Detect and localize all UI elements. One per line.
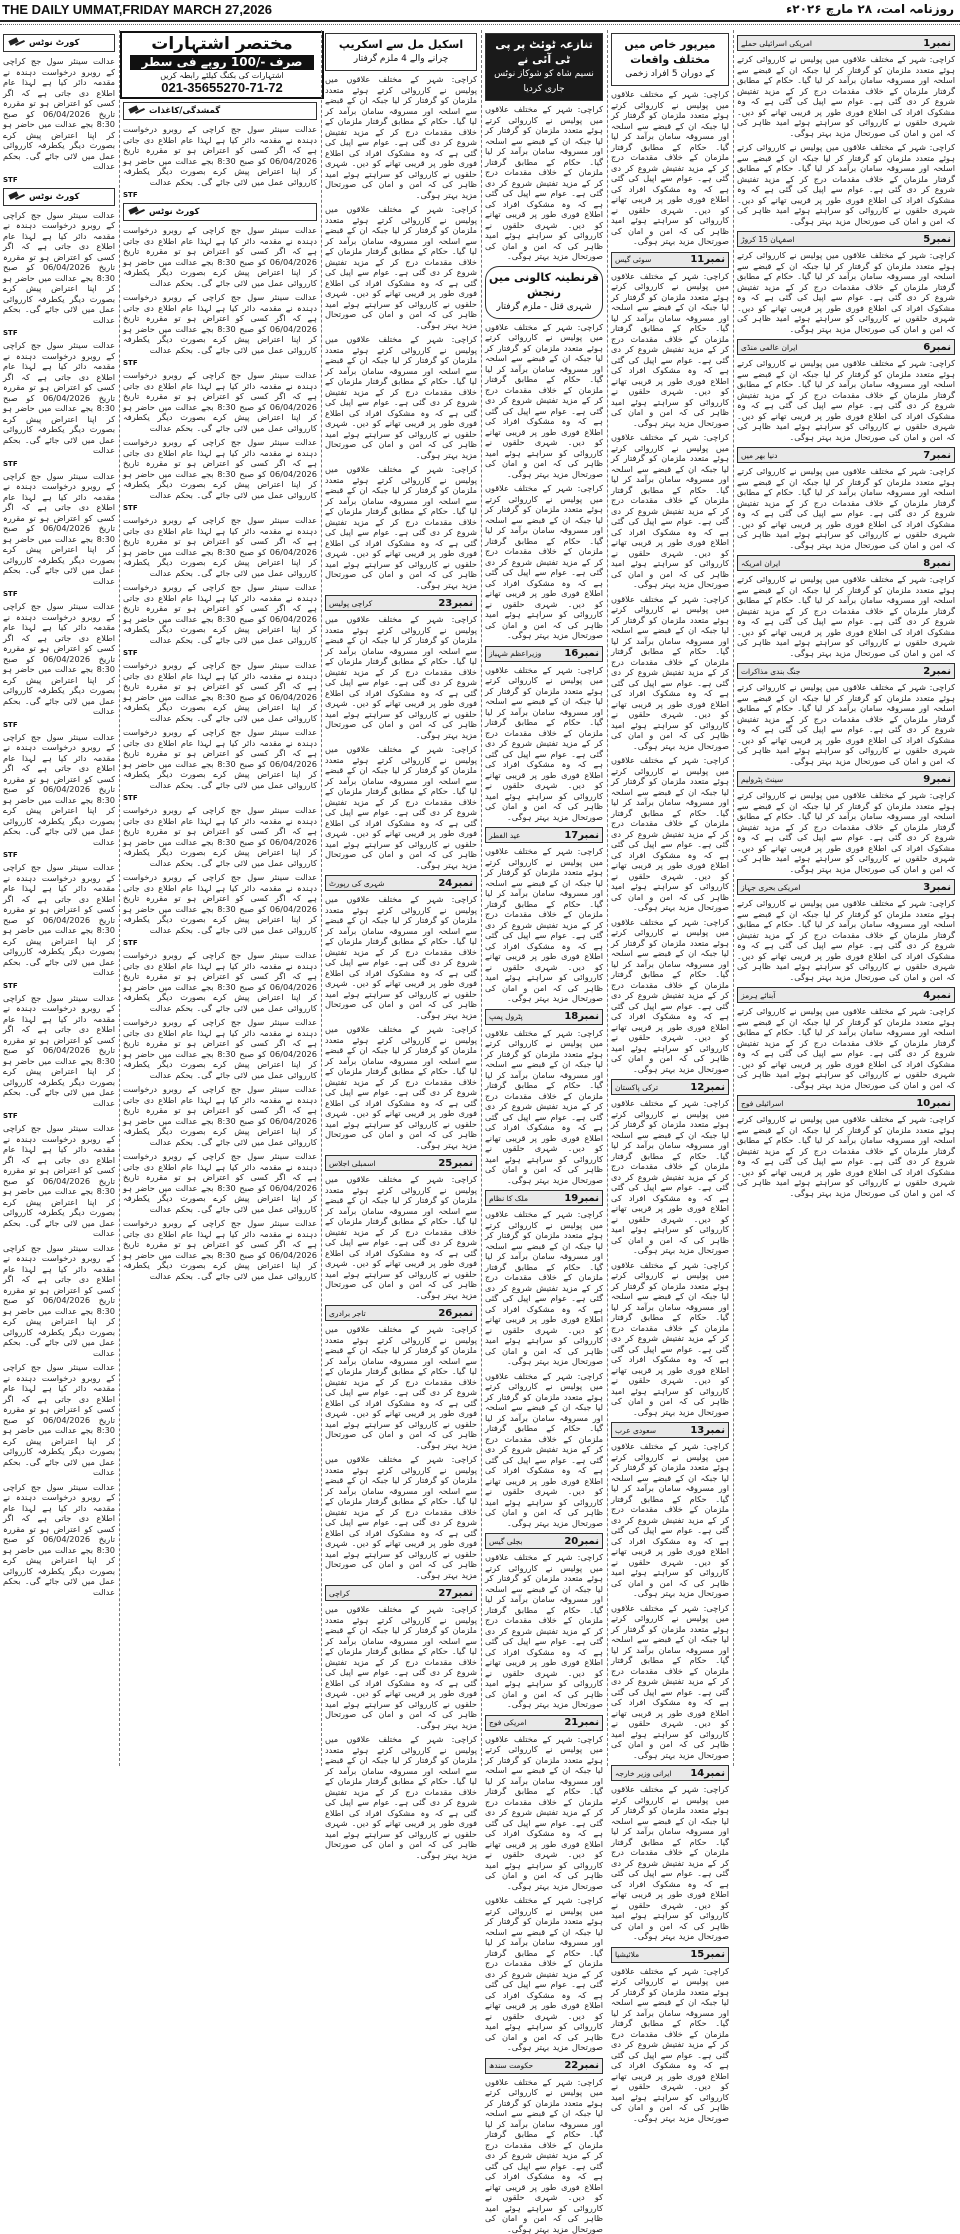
article-text: کراچی: شہر کے مختلف علاقوں میں پولیس نے کارروائی کرتے ہوئے متعدد ملزمان کو گرفتار کر لیا جبکہ ان کے قبضے سے اسلحہ اور مسروقہ سامان برآمد کر لیا گیا۔ حکام کے مطابق گرفتار ملزمان کے خلاف مقدمات درج کر کے مزید تفتیش شروع کر دی گئی ہے۔ عوام سے اپیل کی گئی ہے کہ وہ مشکوک افراد کی اطلاع فوری طور پر قریبی تھانے کو دیں۔ شہری حلقوں نے کارروائی کو سراہتے ہوئے امید ظاہر کی کہ امن و امان کی صورتحال مزید بہتر ہوگی۔ [608,1441,732,1599]
masthead-english: THE DAILY UMMAT,FRIDAY MARCH 27,2026 [2,2,272,17]
article-text: کراچی: شہر کے مختلف علاقوں میں پولیس نے کارروائی کرتے ہوئے متعدد ملزمان کو گرفتار کر لیا جبکہ ان کے قبضے سے اسلحہ اور مسروقہ سامان برآمد کر لیا گیا۔ حکام کے مطابق گرفتار ملزمان کے خلاف مقدمات درج کر کے مزید تفتیش شروع کر دی گئی ہے۔ عوام سے اپیل کی گئی ہے کہ وہ مشکوک افراد کی اطلاع فوری طور پر قریبی تھانے کو دیں۔ شہری حلقوں نے کارروائی کو سراہتے ہوئے امید ظاہر کی کہ امن و امان کی صورتحال مزید بہتر ہوگی۔ [608,271,732,429]
story-label-7: نمبر7 دنیا بھر میں [737,447,955,463]
article-text: کراچی: شہر کے مختلف علاقوں میں پولیس نے کارروائی کرتے ہوئے متعدد ملزمان کو گرفتار کر لیا جبکہ ان کے قبضے سے اسلحہ اور مسروقہ سامان برآمد کر لیا گیا۔ حکام کے مطابق گرفتار ملزمان کے خلاف مقدمات درج کر کے مزید تفتیش شروع کر دی گئی ہے۔ عوام سے اپیل کی گئی ہے کہ وہ مشکوک افراد کی اطلاع فوری طور پر قریبی تھانے کو دیں۔ شہری حلقوں نے کارروائی کو سراہتے ہوئے امید ظاہر کی کہ امن و امان کی صورتحال مزید بہتر ہوگی۔ [482,2077,606,2234]
article-text: کراچی: شہر کے مختلف علاقوں میں پولیس نے کارروائی کرتے ہوئے متعدد ملزمان کو گرفتار کر لیا جبکہ ان کے قبضے سے اسلحہ اور مسروقہ سامان برآمد کر لیا گیا۔ حکام کے مطابق گرفتار ملزمان کے خلاف مقدمات درج کر کے مزید تفتیش شروع کر دی گئی ہے۔ عوام سے اپیل کی گئی ہے کہ وہ مشکوک افراد کی اطلاع فوری طور پر قریبی تھانے کو دیں۔ شہری حلقوں نے کارروائی کو سراہتے ہوئے امید ظاہر کی کہ امن و امان کی صورتحال مزید بہتر ہوگی۔ [322,1174,480,1300]
headline-pti-notice: تنازعہ ٹوئٹ پر پی ٹی آئی نے نسیم شاہ کو شوکاز نوٹس جاری کردیا [485,33,603,101]
story-label-2: نمبر2 جنگ بندی مذاکرات [737,663,955,679]
article-text: کراچی: شہر کے مختلف علاقوں میں پولیس نے کارروائی کرتے ہوئے متعدد ملزمان کو گرفتار کر لیا جبکہ ان کے قبضے سے اسلحہ اور مسروقہ سامان برآمد کر لیا گیا۔ حکام کے مطابق گرفتار ملزمان کے خلاف مقدمات درج کر کے مزید تفتیش شروع کر دی گئی ہے۔ عوام سے اپیل کی گئی ہے کہ وہ مشکوک افراد کی اطلاع فوری طور پر قریبی تھانے کو دیں۔ شہری حلقوں نے کارروائی کو سراہتے ہوئے امید ظاہر کی کہ امن و امان کی صورتحال مزید بہتر ہوگی۔ [608,1098,732,1256]
column-news-5 [608,30,732,1766]
article-text: کراچی: شہر کے مختلف علاقوں میں پولیس نے کارروائی کرتے ہوئے متعدد ملزمان کو گرفتار کر لیا جبکہ ان کے قبضے سے اسلحہ اور مسروقہ سامان برآمد کر لیا گیا۔ حکام کے مطابق گرفتار ملزمان کے خلاف مقدمات درج کر کے مزید تفتیش شروع کر دی گئی ہے۔ عوام سے اپیل کی گئی ہے کہ وہ مشکوک افراد کی اطلاع فوری طور پر قریبی تھانے کو دیں۔ شہری حلقوں نے کارروائی کو سراہتے ہوئے امید ظاہر کی کہ امن و امان کی صورتحال مزید بہتر ہوگی۔ [482,665,606,823]
story-label-6: نمبر6 ایران عالمی منڈی [737,339,955,355]
story-label-11: نمبر11 سوئی گیس [611,252,729,268]
story-label-19: نمبر19 ملک کا نظام [485,1190,603,1206]
story-label-10: نمبر10 اسرائیلی فوج [737,1095,955,1111]
classifieds-phone: 021-35655270-71-72 [122,81,322,95]
article-text: کراچی: شہر کے مختلف علاقوں میں پولیس نے کارروائی کرتے ہوئے متعدد ملزمان کو گرفتار کر لیا جبکہ ان کے قبضے سے اسلحہ اور مسروقہ سامان برآمد کر لیا گیا۔ حکام کے مطابق گرفتار ملزمان کے خلاف مقدمات درج کر کے مزید تفتیش شروع کر دی گئی ہے۔ عوام سے اپیل کی گئی ہے کہ وہ مشکوک افراد کی اطلاع فوری طور پر قریبی تھانے کو دیں۔ شہری حلقوں نے کارروائی کو سراہتے ہوئے امید ظاہر کی کہ امن و امان کی صورتحال مزید بہتر ہوگی۔ [608,89,732,247]
header-rule [0,20,960,22]
article-text: کراچی: شہر کے مختلف علاقوں میں پولیس نے کارروائی کرتے ہوئے متعدد ملزمان کو گرفتار کر لیا جبکہ ان کے قبضے سے اسلحہ اور مسروقہ سامان برآمد کر لیا گیا۔ حکام کے مطابق گرفتار ملزمان کے خلاف مقدمات درج کر کے مزید تفتیش شروع کر دی گئی ہے۔ عوام سے اپیل کی گئی ہے کہ وہ مشکوک افراد کی اطلاع فوری طور پر قریبی تھانے کو دیں۔ شہری حلقوں نے کارروائی کو سراہتے ہوئے امید ظاہر کی کہ امن و امان کی صورتحال مزید بہتر ہوگی۔ [734,142,958,226]
article-text: کراچی: شہر کے مختلف علاقوں میں پولیس نے کارروائی کرتے ہوئے متعدد ملزمان کو گرفتار کر لیا جبکہ ان کے قبضے سے اسلحہ اور مسروقہ سامان برآمد کر لیا گیا۔ حکام کے مطابق گرفتار ملزمان کے خلاف مقدمات درج کر کے مزید تفتیش شروع کر دی گئی ہے۔ عوام سے اپیل کی گئی ہے کہ وہ مشکوک افراد کی اطلاع فوری طور پر قریبی تھانے کو دیں۔ شہری حلقوں نے کارروائی کو سراہتے ہوئے امید ظاہر کی کہ امن و امان کی صورتحال مزید بہتر ہوگی۔ [322,1024,480,1150]
article-text: کراچی: شہر کے مختلف علاقوں میں پولیس نے کارروائی کرتے ہوئے متعدد ملزمان کو گرفتار کر لیا جبکہ ان کے قبضے سے اسلحہ اور مسروقہ سامان برآمد کر لیا گیا۔ حکام کے مطابق گرفتار ملزمان کے خلاف مقدمات درج کر کے مزید تفتیش شروع کر دی گئی ہے۔ عوام سے اپیل کی گئی ہے کہ وہ مشکوک افراد کی اطلاع فوری طور پر قریبی تھانے کو دیں۔ شہری حلقوں نے کارروائی کو سراہتے ہوئے امید ظاہر کی کہ امن و امان کی صورتحال مزید بہتر ہوگی۔ [482,1209,606,1367]
notice-text: عدالت سینئر سول جج کراچی کے روبرو درخواست دہندہ نے مقدمہ دائر کیا ہے لہذا عام اطلاع دی جاتی ہے کہ اگر کسی کو اعتراض ہو تو مقررہ تاریخ 06/04/2026 کو صبح 8:30 بجے عدالت میں حاضر ہو کر اپنا اعتراض پیش کرے بصورت دیگر یکطرفہ کارروائی عمل میں لائی جائے گی۔ بحکم عدالت [120,124,320,187]
story-label-8: نمبر8 ایران امریکہ [737,555,955,571]
notice-text: عدالت سینئر سول جج کراچی کے روبرو درخواست دہندہ نے مقدمہ دائر کیا ہے لہذا عام اطلاع دی جاتی ہے کہ اگر کسی کو اعتراض ہو تو مقررہ تاریخ 06/04/2026 کو صبح 8:30 بجے عدالت میں حاضر ہو کر اپنا اعتراض پیش کرے بصورت دیگر یکطرفہ کارروائی عمل میں لائی جائے گی۔ بحکم عدالت [120,1084,320,1147]
article-text: کراچی: شہر کے مختلف علاقوں میں پولیس نے کارروائی کرتے ہوئے متعدد ملزمان کو گرفتار کر لیا جبکہ ان کے قبضے سے اسلحہ اور مسروقہ سامان برآمد کر لیا گیا۔ حکام کے مطابق گرفتار ملزمان کے خلاف مقدمات درج کر کے مزید تفتیش شروع کر دی گئی ہے۔ عوام سے اپیل کی گئی ہے کہ وہ مشکوک افراد کی اطلاع فوری طور پر قریبی تھانے کو دیں۔ شہری حلقوں نے کارروائی کو سراہتے ہوئے امید ظاہر کی کہ امن و امان کی صورتحال مزید بہتر ہوگی۔ [322,1734,480,1860]
stf-mark: STF [0,982,118,990]
notice-text: عدالت سینئر سول جج کراچی کے روبرو درخواست دہندہ نے مقدمہ دائر کیا ہے لہذا عام اطلاع دی جاتی ہے کہ اگر کسی کو اعتراض ہو تو مقررہ تاریخ 06/04/2026 کو صبح 8:30 بجے عدالت میں حاضر ہو کر اپنا اعتراض پیش کرے بصورت دیگر یکطرفہ کارروائی عمل میں لائی جائے گی۔ بحکم عدالت [0,1123,118,1239]
story-label-27: نمبر27 کراچی [325,1585,477,1601]
column-news-4 [482,30,606,1766]
notice-text: عدالت سینئر سول جج کراچی کے روبرو درخواست دہندہ نے مقدمہ دائر کیا ہے لہذا عام اطلاع دی جاتی ہے کہ اگر کسی کو اعتراض ہو تو مقررہ تاریخ 06/04/2026 کو صبح 8:30 بجے عدالت میں حاضر ہو کر اپنا اعتراض پیش کرے بصورت دیگر یکطرفہ کارروائی عمل میں لائی جائے گی۔ بحکم عدالت [0,1243,118,1359]
gavel-icon [127,206,145,218]
article-text: کراچی: شہر کے مختلف علاقوں میں پولیس نے کارروائی کرتے ہوئے متعدد ملزمان کو گرفتار کر لیا جبکہ ان کے قبضے سے اسلحہ اور مسروقہ سامان برآمد کر لیا گیا۔ حکام کے مطابق گرفتار ملزمان کے خلاف مقدمات درج کر کے مزید تفتیش شروع کر دی گئی ہے۔ عوام سے اپیل کی گئی ہے کہ وہ مشکوک افراد کی اطلاع فوری طور پر قریبی تھانے کو دیں۔ شہری حلقوں نے کارروائی کو سراہتے ہوئے امید ظاہر کی کہ امن و امان کی صورتحال مزید بہتر ہوگی۔ [734,250,958,334]
article-text: کراچی: شہر کے مختلف علاقوں میں پولیس نے کارروائی کرتے ہوئے متعدد ملزمان کو گرفتار کر لیا جبکہ ان کے قبضے سے اسلحہ اور مسروقہ سامان برآمد کر لیا گیا۔ حکام کے مطابق گرفتار ملزمان کے خلاف مقدمات درج کر کے مزید تفتیش شروع کر دی گئی ہے۔ عوام سے اپیل کی گئی ہے کہ وہ مشکوک افراد کی اطلاع فوری طور پر قریبی تھانے کو دیں۔ شہری حلقوں نے کارروائی کو سراہتے ہوئے امید ظاہر کی کہ امن و امان کی صورتحال مزید بہتر ہوگی۔ [608,917,732,1075]
notice-text: عدالت سینئر سول جج کراچی کے روبرو درخواست دہندہ نے مقدمہ دائر کیا ہے لہذا عام اطلاع دی جاتی ہے کہ اگر کسی کو اعتراض ہو تو مقررہ تاریخ 06/04/2026 کو صبح 8:30 بجے عدالت میں حاضر ہو کر اپنا اعتراض پیش کرے بصورت دیگر یکطرفہ کارروائی عمل میں لائی جائے گی۔ بحکم عدالت [120,370,320,433]
classifieds-title: مختصر اشتہارات [122,34,322,54]
stf-mark: STF [120,191,320,199]
article-text: کراچی: شہر کے مختلف علاقوں میں پولیس نے کارروائی کرتے ہوئے متعدد ملزمان کو گرفتار کر لیا جبکہ ان کے قبضے سے اسلحہ اور مسروقہ سامان برآمد کر لیا گیا۔ حکام کے مطابق گرفتار ملزمان کے خلاف مقدمات درج کر کے مزید تفتیش شروع کر دی گئی ہے۔ عوام سے اپیل کی گئی ہے کہ وہ مشکوک افراد کی اطلاع فوری طور پر قریبی تھانے کو دیں۔ شہری حلقوں نے کارروائی کو سراہتے ہوئے امید ظاہر کی کہ امن و امان کی صورتحال مزید بہتر ہوگی۔ [734,466,958,550]
article-text: کراچی: شہر کے مختلف علاقوں میں پولیس نے کارروائی کرتے ہوئے متعدد ملزمان کو گرفتار کر لیا جبکہ ان کے قبضے سے اسلحہ اور مسروقہ سامان برآمد کر لیا گیا۔ حکام کے مطابق گرفتار ملزمان کے خلاف مقدمات درج کر کے مزید تفتیش شروع کر دی گئی ہے۔ عوام سے اپیل کی گئی ہے کہ وہ مشکوک افراد کی اطلاع فوری طور پر قریبی تھانے کو دیں۔ شہری حلقوں نے کارروائی کو سراہتے ہوئے امید ظاہر کی کہ امن و امان کی صورتحال مزید بہتر ہوگی۔ [608,1784,732,1942]
notice-text: عدالت سینئر سول جج کراچی کے روبرو درخواست دہندہ نے مقدمہ دائر کیا ہے لہذا عام اطلاع دی جاتی ہے کہ اگر کسی کو اعتراض ہو تو مقررہ تاریخ 06/04/2026 کو صبح 8:30 بجے عدالت میں حاضر ہو کر اپنا اعتراض پیش کرے بصورت دیگر یکطرفہ کارروائی عمل میں لائی جائے گی۔ بحکم عدالت [0,1362,118,1478]
story-label-16: نمبر16 وزیراعظم شہباز [485,646,603,662]
article-text: کراچی: شہر کے مختلف علاقوں میں پولیس نے کارروائی کرتے ہوئے متعدد ملزمان کو گرفتار کر لیا جبکہ ان کے قبضے سے اسلحہ اور مسروقہ سامان برآمد کر لیا گیا۔ حکام کے مطابق گرفتار ملزمان کے خلاف مقدمات درج کر کے مزید تفتیش شروع کر دی گئی ہے۔ عوام سے اپیل کی گئی ہے کہ وہ مشکوک افراد کی اطلاع فوری طور پر قریبی تھانے کو دیں۔ شہری حلقوں نے کارروائی کو سراہتے ہوئے امید ظاہر کی کہ امن و امان کی صورتحال مزید بہتر ہوگی۔ [734,574,958,658]
article-text: کراچی: شہر کے مختلف علاقوں میں پولیس نے کارروائی کرتے ہوئے متعدد ملزمان کو گرفتار کر لیا جبکہ ان کے قبضے سے اسلحہ اور مسروقہ سامان برآمد کر لیا گیا۔ حکام کے مطابق گرفتار ملزمان کے خلاف مقدمات درج کر کے مزید تفتیش شروع کر دی گئی ہے۔ عوام سے اپیل کی گئی ہے کہ وہ مشکوک افراد کی اطلاع فوری طور پر قریبی تھانے کو دیں۔ شہری حلقوں نے کارروائی کو سراہتے ہوئے امید ظاہر کی کہ امن و امان کی صورتحال مزید بہتر ہوگی۔ [482,846,606,1004]
stf-mark: STF [120,649,320,657]
article-text: کراچی: شہر کے مختلف علاقوں میں پولیس نے کارروائی کرتے ہوئے متعدد ملزمان کو گرفتار کر لیا جبکہ ان کے قبضے سے اسلحہ اور مسروقہ سامان برآمد کر لیا گیا۔ حکام کے مطابق گرفتار ملزمان کے خلاف مقدمات درج کر کے مزید تفتیش شروع کر دی گئی ہے۔ عوام سے اپیل کی گئی ہے کہ وہ مشکوک افراد کی اطلاع فوری طور پر قریبی تھانے کو دیں۔ شہری حلقوں نے کارروائی کو سراہتے ہوئے امید ظاہر کی کہ امن و امان کی صورتحال مزید بہتر ہوگی۔ [734,358,958,442]
stf-mark: STF [0,460,118,468]
story-label-3: نمبر3 امریکی بحری جہاز [737,879,955,895]
article-text: کراچی: شہر کے مختلف علاقوں میں پولیس نے کارروائی کرتے ہوئے متعدد ملزمان کو گرفتار کر لیا جبکہ ان کے قبضے سے اسلحہ اور مسروقہ سامان برآمد کر لیا گیا۔ حکام کے مطابق گرفتار ملزمان کے خلاف مقدمات درج کر کے مزید تفتیش شروع کر دی گئی ہے۔ عوام سے اپیل کی گئی ہے کہ وہ مشکوک افراد کی اطلاع فوری طور پر قریبی تھانے کو دیں۔ شہری حلقوں نے کارروائی کو سراہتے ہوئے امید ظاہر کی کہ امن و امان کی صورتحال مزید بہتر ہوگی۔ [734,898,958,982]
notice-text: عدالت سینئر سول جج کراچی کے روبرو درخواست دہندہ نے مقدمہ دائر کیا ہے لہذا عام اطلاع دی جاتی ہے کہ اگر کسی کو اعتراض ہو تو مقررہ تاریخ 06/04/2026 کو صبح 8:30 بجے عدالت میں حاضر ہو کر اپنا اعتراض پیش کرے بصورت دیگر یکطرفہ کارروائی عمل میں لائی جائے گی۔ بحکم عدالت [0,732,118,848]
masthead-urdu: روزنامہ امت، ۲۸ مارچ ۲۰۲۶ء [786,2,954,16]
article-text: کراچی: شہر کے مختلف علاقوں میں پولیس نے کارروائی کرتے ہوئے متعدد ملزمان کو گرفتار کر لیا جبکہ ان کے قبضے سے اسلحہ اور مسروقہ سامان برآمد کر لیا گیا۔ حکام کے مطابق گرفتار ملزمان کے خلاف مقدمات درج کر کے مزید تفتیش شروع کر دی گئی ہے۔ عوام سے اپیل کی گئی ہے کہ وہ مشکوک افراد کی اطلاع فوری طور پر قریبی تھانے کو دیں۔ شہری حلقوں نے کارروائی کو سراہتے ہوئے امید ظاہر کی کہ امن و امان کی صورتحال مزید بہتر ہوگی۔ [482,104,606,262]
article-text: کراچی: شہر کے مختلف علاقوں میں پولیس نے کارروائی کرتے ہوئے متعدد ملزمان کو گرفتار کر لیا جبکہ ان کے قبضے سے اسلحہ اور مسروقہ سامان برآمد کر لیا گیا۔ حکام کے مطابق گرفتار ملزمان کے خلاف مقدمات درج کر کے مزید تفتیش شروع کر دی گئی ہے۔ عوام سے اپیل کی گئی ہے کہ وہ مشکوک افراد کی اطلاع فوری طور پر قریبی تھانے کو دیں۔ شہری حلقوں نے کارروائی کو سراہتے ہوئے امید ظاہر کی کہ امن و امان کی صورتحال مزید بہتر ہوگی۔ [322,74,480,200]
story-label-26: نمبر26 تاجر برادری [325,1305,477,1321]
article-text: کراچی: شہر کے مختلف علاقوں میں پولیس نے کارروائی کرتے ہوئے متعدد ملزمان کو گرفتار کر لیا جبکہ ان کے قبضے سے اسلحہ اور مسروقہ سامان برآمد کر لیا گیا۔ حکام کے مطابق گرفتار ملزمان کے خلاف مقدمات درج کر کے مزید تفتیش شروع کر دی گئی ہے۔ عوام سے اپیل کی گئی ہے کہ وہ مشکوک افراد کی اطلاع فوری طور پر قریبی تھانے کو دیں۔ شہری حلقوں نے کارروائی کو سراہتے ہوئے امید ظاہر کی کہ امن و امان کی صورتحال مزید بہتر ہوگی۔ [322,204,480,330]
notice-text: عدالت سینئر سول جج کراچی کے روبرو درخواست دہندہ نے مقدمہ دائر کیا ہے لہذا عام اطلاع دی جاتی ہے کہ اگر کسی کو اعتراض ہو تو مقررہ تاریخ 06/04/2026 کو صبح 8:30 بجے عدالت میں حاضر ہو کر اپنا اعتراض پیش کرے بصورت دیگر یکطرفہ کارروائی عمل میں لائی جائے گی۔ بحکم عدالت [120,805,320,868]
notice-text: عدالت سینئر سول جج کراچی کے روبرو درخواست دہندہ نے مقدمہ دائر کیا ہے لہذا عام اطلاع دی جاتی ہے کہ اگر کسی کو اعتراض ہو تو مقررہ تاریخ 06/04/2026 کو صبح 8:30 بجے عدالت میں حاضر ہو کر اپنا اعتراض پیش کرے بصورت دیگر یکطرفہ کارروائی عمل میں لائی جائے گی۔ بحکم عدالت [120,515,320,578]
headline-scrap-theft: اسکیل مل سے اسکریپ چرانے والے 4 ملزم گرفتار [325,33,477,71]
column-court-notices-2 [120,98,320,1766]
article-text: کراچی: شہر کے مختلف علاقوں میں پولیس نے کارروائی کرتے ہوئے متعدد ملزمان کو گرفتار کر لیا جبکہ ان کے قبضے سے اسلحہ اور مسروقہ سامان برآمد کر لیا گیا۔ حکام کے مطابق گرفتار ملزمان کے خلاف مقدمات درج کر کے مزید تفتیش شروع کر دی گئی ہے۔ عوام سے اپیل کی گئی ہے کہ وہ مشکوک افراد کی اطلاع فوری طور پر قریبی تھانے کو دیں۔ شہری حلقوں نے کارروائی کو سراہتے ہوئے امید ظاہر کی کہ امن و امان کی صورتحال مزید بہتر ہوگی۔ [322,614,480,740]
notice-text: عدالت سینئر سول جج کراچی کے روبرو درخواست دہندہ نے مقدمہ دائر کیا ہے لہذا عام اطلاع دی جاتی ہے کہ اگر کسی کو اعتراض ہو تو مقررہ تاریخ 06/04/2026 کو صبح 8:30 بجے عدالت میں حاضر ہو کر اپنا اعتراض پیش کرے بصورت دیگر یکطرفہ کارروائی عمل میں لائی جائے گی۔ بحکم عدالت [120,727,320,790]
header-dotted-rule [0,24,960,25]
article-text: کراچی: شہر کے مختلف علاقوں میں پولیس نے کارروائی کرتے ہوئے متعدد ملزمان کو گرفتار کر لیا جبکہ ان کے قبضے سے اسلحہ اور مسروقہ سامان برآمد کر لیا گیا۔ حکام کے مطابق گرفتار ملزمان کے خلاف مقدمات درج کر کے مزید تفتیش شروع کر دی گئی ہے۔ عوام سے اپیل کی گئی ہے کہ وہ مشکوک افراد کی اطلاع فوری طور پر قریبی تھانے کو دیں۔ شہری حلقوں نے کارروائی کو سراہتے ہوئے امید ظاہر کی کہ امن و امان کی صورتحال مزید بہتر ہوگی۔ [734,790,958,874]
article-text: کراچی: شہر کے مختلف علاقوں میں پولیس نے کارروائی کرتے ہوئے متعدد ملزمان کو گرفتار کر لیا جبکہ ان کے قبضے سے اسلحہ اور مسروقہ سامان برآمد کر لیا گیا۔ حکام کے مطابق گرفتار ملزمان کے خلاف مقدمات درج کر کے مزید تفتیش شروع کر دی گئی ہے۔ عوام سے اپیل کی گئی ہے کہ وہ مشکوک افراد کی اطلاع فوری طور پر قریبی تھانے کو دیں۔ شہری حلقوں نے کارروائی کو سراہتے ہوئے امید ظاہر کی کہ امن و امان کی صورتحال مزید بہتر ہوگی۔ [322,1454,480,1580]
notice-text: عدالت سینئر سول جج کراچی کے روبرو درخواست دہندہ نے مقدمہ دائر کیا ہے لہذا عام اطلاع دی جاتی ہے کہ اگر کسی کو اعتراض ہو تو مقررہ تاریخ 06/04/2026 کو صبح 8:30 بجے عدالت میں حاضر ہو کر اپنا اعتراض پیش کرے بصورت دیگر یکطرفہ کارروائی عمل میں لائی جائے گی۔ بحکم عدالت [0,210,118,326]
stf-mark: STF [0,176,118,184]
stf-mark: STF [120,939,320,947]
column-news-6 [734,30,958,1766]
story-label-25: نمبر25 اسمبلی اجلاس [325,1155,477,1171]
court-notice-tag: کورٹ نوٹس [123,203,317,221]
article-text: کراچی: شہر کے مختلف علاقوں میں پولیس نے کارروائی کرتے ہوئے متعدد ملزمان کو گرفتار کر لیا جبکہ ان کے قبضے سے اسلحہ اور مسروقہ سامان برآمد کر لیا گیا۔ حکام کے مطابق گرفتار ملزمان کے خلاف مقدمات درج کر کے مزید تفتیش شروع کر دی گئی ہے۔ عوام سے اپیل کی گئی ہے کہ وہ مشکوک افراد کی اطلاع فوری طور پر قریبی تھانے کو دیں۔ شہری حلقوں نے کارروائی کو سراہتے ہوئے امید ظاہر کی کہ امن و امان کی صورتحال مزید بہتر ہوگی۔ [482,1734,606,1892]
stf-mark: STF [0,721,118,729]
article-text: کراچی: شہر کے مختلف علاقوں میں پولیس نے کارروائی کرتے ہوئے متعدد ملزمان کو گرفتار کر لیا جبکہ ان کے قبضے سے اسلحہ اور مسروقہ سامان برآمد کر لیا گیا۔ حکام کے مطابق گرفتار ملزمان کے خلاف مقدمات درج کر کے مزید تفتیش شروع کر دی گئی ہے۔ عوام سے اپیل کی گئی ہے کہ وہ مشکوک افراد کی اطلاع فوری طور پر قریبی تھانے کو دیں۔ شہری حلقوں نے کارروائی کو سراہتے ہوئے امید ظاہر کی کہ امن و امان کی صورتحال مزید بہتر ہوگی۔ [608,432,732,590]
article-text: کراچی: شہر کے مختلف علاقوں میں پولیس نے کارروائی کرتے ہوئے متعدد ملزمان کو گرفتار کر لیا جبکہ ان کے قبضے سے اسلحہ اور مسروقہ سامان برآمد کر لیا گیا۔ حکام کے مطابق گرفتار ملزمان کے خلاف مقدمات درج کر کے مزید تفتیش شروع کر دی گئی ہے۔ عوام سے اپیل کی گئی ہے کہ وہ مشکوک افراد کی اطلاع فوری طور پر قریبی تھانے کو دیں۔ شہری حلقوں نے کارروائی کو سراہتے ہوئے امید ظاہر کی کہ امن و امان کی صورتحال مزید بہتر ہوگی۔ [482,1371,606,1529]
article-text: کراچی: شہر کے مختلف علاقوں میں پولیس نے کارروائی کرتے ہوئے متعدد ملزمان کو گرفتار کر لیا جبکہ ان کے قبضے سے اسلحہ اور مسروقہ سامان برآمد کر لیا گیا۔ حکام کے مطابق گرفتار ملزمان کے خلاف مقدمات درج کر کے مزید تفتیش شروع کر دی گئی ہے۔ عوام سے اپیل کی گئی ہے کہ وہ مشکوک افراد کی اطلاع فوری طور پر قریبی تھانے کو دیں۔ شہری حلقوں نے کارروائی کو سراہتے ہوئے امید ظاہر کی کہ امن و امان کی صورتحال مزید بہتر ہوگی۔ [608,1260,732,1418]
headline-mirpurkhas: میرپور خاص میں مختلف واقعات کے دوران 5 افراد زخمی [611,33,729,86]
story-label-22: نمبر22 حکومت سندھ [485,2058,603,2074]
article-text: کراچی: شہر کے مختلف علاقوں میں پولیس نے کارروائی کرتے ہوئے متعدد ملزمان کو گرفتار کر لیا جبکہ ان کے قبضے سے اسلحہ اور مسروقہ سامان برآمد کر لیا گیا۔ حکام کے مطابق گرفتار ملزمان کے خلاف مقدمات درج کر کے مزید تفتیش شروع کر دی گئی ہے۔ عوام سے اپیل کی گئی ہے کہ وہ مشکوک افراد کی اطلاع فوری طور پر قریبی تھانے کو دیں۔ شہری حلقوں نے کارروائی کو سراہتے ہوئے امید ظاہر کی کہ امن و امان کی صورتحال مزید بہتر ہوگی۔ [482,1895,606,2053]
stf-mark: STF [120,504,320,512]
gavel-icon [7,37,25,49]
article-text: کراچی: شہر کے مختلف علاقوں میں پولیس نے کارروائی کرتے ہوئے متعدد ملزمان کو گرفتار کر لیا جبکہ ان کے قبضے سے اسلحہ اور مسروقہ سامان برآمد کر لیا گیا۔ حکام کے مطابق گرفتار ملزمان کے خلاف مقدمات درج کر کے مزید تفتیش شروع کر دی گئی ہے۔ عوام سے اپیل کی گئی ہے کہ وہ مشکوک افراد کی اطلاع فوری طور پر قریبی تھانے کو دیں۔ شہری حلقوں نے کارروائی کو سراہتے ہوئے امید ظاہر کی کہ امن و امان کی صورتحال مزید بہتر ہوگی۔ [608,755,732,913]
classifieds-rate: صرف -/100 روپے فی سطر [130,55,314,70]
article-text: کراچی: شہر کے مختلف علاقوں میں پولیس نے کارروائی کرتے ہوئے متعدد ملزمان کو گرفتار کر لیا جبکہ ان کے قبضے سے اسلحہ اور مسروقہ سامان برآمد کر لیا گیا۔ حکام کے مطابق گرفتار ملزمان کے خلاف مقدمات درج کر کے مزید تفتیش شروع کر دی گئی ہے۔ عوام سے اپیل کی گئی ہے کہ وہ مشکوک افراد کی اطلاع فوری طور پر قریبی تھانے کو دیں۔ شہری حلقوں نے کارروائی کو سراہتے ہوئے امید ظاہر کی کہ امن و امان کی صورتحال مزید بہتر ہوگی۔ [322,464,480,590]
notice-text: عدالت سینئر سول جج کراچی کے روبرو درخواست دہندہ نے مقدمہ دائر کیا ہے لہذا عام اطلاع دی جاتی ہے کہ اگر کسی کو اعتراض ہو تو مقررہ تاریخ 06/04/2026 کو صبح 8:30 بجے عدالت میں حاضر ہو کر اپنا اعتراض پیش کرے بصورت دیگر یکطرفہ کارروائی عمل میں لائی جائے گی۔ بحکم عدالت [120,1017,320,1080]
notice-text: عدالت سینئر سول جج کراچی کے روبرو درخواست دہندہ نے مقدمہ دائر کیا ہے لہذا عام اطلاع دی جاتی ہے کہ اگر کسی کو اعتراض ہو تو مقررہ تاریخ 06/04/2026 کو صبح 8:30 بجے عدالت میں حاضر ہو کر اپنا اعتراض پیش کرے بصورت دیگر یکطرفہ کارروائی عمل میں لائی جائے گی۔ بحکم عدالت [120,1151,320,1214]
headline-quarantine-colony: قرنطینہ کالونی میں رنجش شہری قتل - ملزم گرفتار [485,266,603,319]
notice-text: عدالت سینئر سول جج کراچی کے روبرو درخواست دہندہ نے مقدمہ دائر کیا ہے لہذا عام اطلاع دی جاتی ہے کہ اگر کسی کو اعتراض ہو تو مقررہ تاریخ 06/04/2026 کو صبح 8:30 بجے عدالت میں حاضر ہو کر اپنا اعتراض پیش کرے بصورت دیگر یکطرفہ کارروائی عمل میں لائی جائے گی۔ بحکم عدالت [120,437,320,500]
notice-text: عدالت سینئر سول جج کراچی کے روبرو درخواست دہندہ نے مقدمہ دائر کیا ہے لہذا عام اطلاع دی جاتی ہے کہ اگر کسی کو اعتراض ہو تو مقررہ تاریخ 06/04/2026 کو صبح 8:30 بجے عدالت میں حاضر ہو کر اپنا اعتراض پیش کرے بصورت دیگر یکطرفہ کارروائی عمل میں لائی جائے گی۔ بحکم عدالت [120,660,320,723]
article-text: کراچی: شہر کے مختلف علاقوں میں پولیس نے کارروائی کرتے ہوئے متعدد ملزمان کو گرفتار کر لیا جبکہ ان کے قبضے سے اسلحہ اور مسروقہ سامان برآمد کر لیا گیا۔ حکام کے مطابق گرفتار ملزمان کے خلاف مقدمات درج کر کے مزید تفتیش شروع کر دی گئی ہے۔ عوام سے اپیل کی گئی ہے کہ وہ مشکوک افراد کی اطلاع فوری طور پر قریبی تھانے کو دیں۔ شہری حلقوں نے کارروائی کو سراہتے ہوئے امید ظاہر کی کہ امن و امان کی صورتحال مزید بہتر ہوگی۔ [608,1603,732,1761]
notice-text: عدالت سینئر سول جج کراچی کے روبرو درخواست دہندہ نے مقدمہ دائر کیا ہے لہذا عام اطلاع دی جاتی ہے کہ اگر کسی کو اعتراض ہو تو مقررہ تاریخ 06/04/2026 کو صبح 8:30 بجے عدالت میں حاضر ہو کر اپنا اعتراض پیش کرے بصورت دیگر یکطرفہ کارروائی عمل میں لائی جائے گی۔ بحکم عدالت [0,1482,118,1598]
article-text: کراچی: شہر کے مختلف علاقوں میں پولیس نے کارروائی کرتے ہوئے متعدد ملزمان کو گرفتار کر لیا جبکہ ان کے قبضے سے اسلحہ اور مسروقہ سامان برآمد کر لیا گیا۔ حکام کے مطابق گرفتار ملزمان کے خلاف مقدمات درج کر کے مزید تفتیش شروع کر دی گئی ہے۔ عوام سے اپیل کی گئی ہے کہ وہ مشکوک افراد کی اطلاع فوری طور پر قریبی تھانے کو دیں۔ شہری حلقوں نے کارروائی کو سراہتے ہوئے امید ظاہر کی کہ امن و امان کی صورتحال مزید بہتر ہوگی۔ [734,1006,958,1090]
stf-mark: STF [0,1112,118,1120]
notice-text: عدالت سینئر سول جج کراچی کے روبرو درخواست دہندہ نے مقدمہ دائر کیا ہے لہذا عام اطلاع دی جاتی ہے کہ اگر کسی کو اعتراض ہو تو مقررہ تاریخ 06/04/2026 کو صبح 8:30 بجے عدالت میں حاضر ہو کر اپنا اعتراض پیش کرے بصورت دیگر یکطرفہ کارروائی عمل میں لائی جائے گی۔ بحکم عدالت [0,340,118,456]
column-news-3 [322,30,480,1766]
story-label-18: نمبر18 پٹرول پمپ [485,1009,603,1025]
story-label-9: نمبر9 سینٹ پٹرولیم [737,771,955,787]
stf-mark: STF [120,359,320,367]
article-text: کراچی: شہر کے مختلف علاقوں میں پولیس نے کارروائی کرتے ہوئے متعدد ملزمان کو گرفتار کر لیا جبکہ ان کے قبضے سے اسلحہ اور مسروقہ سامان برآمد کر لیا گیا۔ حکام کے مطابق گرفتار ملزمان کے خلاف مقدمات درج کر کے مزید تفتیش شروع کر دی گئی ہے۔ عوام سے اپیل کی گئی ہے کہ وہ مشکوک افراد کی اطلاع فوری طور پر قریبی تھانے کو دیں۔ شہری حلقوں نے کارروائی کو سراہتے ہوئے امید ظاہر کی کہ امن و امان کی صورتحال مزید بہتر ہوگی۔ [482,1028,606,1186]
notice-text: عدالت سینئر سول جج کراچی کے روبرو درخواست دہندہ نے مقدمہ دائر کیا ہے لہذا عام اطلاع دی جاتی ہے کہ اگر کسی کو اعتراض ہو تو مقررہ تاریخ 06/04/2026 کو صبح 8:30 بجے عدالت میں حاضر ہو کر اپنا اعتراض پیش کرے بصورت دیگر یکطرفہ کارروائی عمل میں لائی جائے گی۔ بحکم عدالت [0,56,118,172]
article-text: کراچی: شہر کے مختلف علاقوں میں پولیس نے کارروائی کرتے ہوئے متعدد ملزمان کو گرفتار کر لیا جبکہ ان کے قبضے سے اسلحہ اور مسروقہ سامان برآمد کر لیا گیا۔ حکام کے مطابق گرفتار ملزمان کے خلاف مقدمات درج کر کے مزید تفتیش شروع کر دی گئی ہے۔ عوام سے اپیل کی گئی ہے کہ وہ مشکوک افراد کی اطلاع فوری طور پر قریبی تھانے کو دیں۔ شہری حلقوں نے کارروائی کو سراہتے ہوئے امید ظاہر کی کہ امن و امان کی صورتحال مزید بہتر ہوگی۔ [734,54,958,138]
gavel-icon [7,191,25,203]
article-text: کراچی: شہر کے مختلف علاقوں میں پولیس نے کارروائی کرتے ہوئے متعدد ملزمان کو گرفتار کر لیا جبکہ ان کے قبضے سے اسلحہ اور مسروقہ سامان برآمد کر لیا گیا۔ حکام کے مطابق گرفتار ملزمان کے خلاف مقدمات درج کر کے مزید تفتیش شروع کر دی گئی ہے۔ عوام سے اپیل کی گئی ہے کہ وہ مشکوک افراد کی اطلاع فوری طور پر قریبی تھانے کو دیں۔ شہری حلقوں نے کارروائی کو سراہتے ہوئے امید ظاہر کی کہ امن و امان کی صورتحال مزید بہتر ہوگی۔ [482,322,606,480]
classifieds-contact-label: اشتہارات کی بکنگ کیلئے رابطہ کریں [122,71,322,81]
stf-mark: STF [0,851,118,859]
notice-text: عدالت سینئر سول جج کراچی کے روبرو درخواست دہندہ نے مقدمہ دائر کیا ہے لہذا عام اطلاع دی جاتی ہے کہ اگر کسی کو اعتراض ہو تو مقررہ تاریخ 06/04/2026 کو صبح 8:30 بجے عدالت میں حاضر ہو کر اپنا اعتراض پیش کرے بصورت دیگر یکطرفہ کارروائی عمل میں لائی جائے گی۔ بحکم عدالت [0,601,118,717]
story-label-14: نمبر14 ایرانی وزیر خارجہ [611,1765,729,1781]
article-text: کراچی: شہر کے مختلف علاقوں میں پولیس نے کارروائی کرتے ہوئے متعدد ملزمان کو گرفتار کر لیا جبکہ ان کے قبضے سے اسلحہ اور مسروقہ سامان برآمد کر لیا گیا۔ حکام کے مطابق گرفتار ملزمان کے خلاف مقدمات درج کر کے مزید تفتیش شروع کر دی گئی ہے۔ عوام سے اپیل کی گئی ہے کہ وہ مشکوک افراد کی اطلاع فوری طور پر قریبی تھانے کو دیں۔ شہری حلقوں نے کارروائی کو سراہتے ہوئے امید ظاہر کی کہ امن و امان کی صورتحال مزید بہتر ہوگی۔ [322,1604,480,1730]
notice-text: عدالت سینئر سول جج کراچی کے روبرو درخواست دہندہ نے مقدمہ دائر کیا ہے لہذا عام اطلاع دی جاتی ہے کہ اگر کسی کو اعتراض ہو تو مقررہ تاریخ 06/04/2026 کو صبح 8:30 بجے عدالت میں حاضر ہو کر اپنا اعتراض پیش کرے بصورت دیگر یکطرفہ کارروائی عمل میں لائی جائے گی۔ بحکم عدالت [120,1218,320,1281]
notice-text: عدالت سینئر سول جج کراچی کے روبرو درخواست دہندہ نے مقدمہ دائر کیا ہے لہذا عام اطلاع دی جاتی ہے کہ اگر کسی کو اعتراض ہو تو مقررہ تاریخ 06/04/2026 کو صبح 8:30 بجے عدالت میں حاضر ہو کر اپنا اعتراض پیش کرے بصورت دیگر یکطرفہ کارروائی عمل میں لائی جائے گی۔ بحکم عدالت [120,872,320,935]
article-text: کراچی: شہر کے مختلف علاقوں میں پولیس نے کارروائی کرتے ہوئے متعدد ملزمان کو گرفتار کر لیا جبکہ ان کے قبضے سے اسلحہ اور مسروقہ سامان برآمد کر لیا گیا۔ حکام کے مطابق گرفتار ملزمان کے خلاف مقدمات درج کر کے مزید تفتیش شروع کر دی گئی ہے۔ عوام سے اپیل کی گئی ہے کہ وہ مشکوک افراد کی اطلاع فوری طور پر قریبی تھانے کو دیں۔ شہری حلقوں نے کارروائی کو سراہتے ہوئے امید ظاہر کی کہ امن و امان کی صورتحال مزید بہتر ہوگی۔ [322,334,480,460]
notice-text: عدالت سینئر سول جج کراچی کے روبرو درخواست دہندہ نے مقدمہ دائر کیا ہے لہذا عام اطلاع دی جاتی ہے کہ اگر کسی کو اعتراض ہو تو مقررہ تاریخ 06/04/2026 کو صبح 8:30 بجے عدالت میں حاضر ہو کر اپنا اعتراض پیش کرے بصورت دیگر یکطرفہ کارروائی عمل میں لائی جائے گی۔ بحکم عدالت [0,471,118,587]
stf-mark: STF [0,590,118,598]
misplaced-docs-tag: گمشدگی/کاغذات [123,102,317,120]
story-label-17: نمبر17 عید الفطر [485,827,603,843]
column-court-notices-1 [0,30,118,1766]
stf-mark: STF [120,794,320,802]
article-text: کراچی: شہر کے مختلف علاقوں میں پولیس نے کارروائی کرتے ہوئے متعدد ملزمان کو گرفتار کر لیا جبکہ ان کے قبضے سے اسلحہ اور مسروقہ سامان برآمد کر لیا گیا۔ حکام کے مطابق گرفتار ملزمان کے خلاف مقدمات درج کر کے مزید تفتیش شروع کر دی گئی ہے۔ عوام سے اپیل کی گئی ہے کہ وہ مشکوک افراد کی اطلاع فوری طور پر قریبی تھانے کو دیں۔ شہری حلقوں نے کارروائی کو سراہتے ہوئے امید ظاہر کی کہ امن و امان کی صورتحال مزید بہتر ہوگی۔ [322,894,480,1020]
stf-mark: STF [0,329,118,337]
article-text: کراچی: شہر کے مختلف علاقوں میں پولیس نے کارروائی کرتے ہوئے متعدد ملزمان کو گرفتار کر لیا جبکہ ان کے قبضے سے اسلحہ اور مسروقہ سامان برآمد کر لیا گیا۔ حکام کے مطابق گرفتار ملزمان کے خلاف مقدمات درج کر کے مزید تفتیش شروع کر دی گئی ہے۔ عوام سے اپیل کی گئی ہے کہ وہ مشکوک افراد کی اطلاع فوری طور پر قریبی تھانے کو دیں۔ شہری حلقوں نے کارروائی کو سراہتے ہوئے امید ظاہر کی کہ امن و امان کی صورتحال مزید بہتر ہوگی۔ [322,744,480,870]
notice-text: عدالت سینئر سول جج کراچی کے روبرو درخواست دہندہ نے مقدمہ دائر کیا ہے لہذا عام اطلاع دی جاتی ہے کہ اگر کسی کو اعتراض ہو تو مقررہ تاریخ 06/04/2026 کو صبح 8:30 بجے عدالت میں حاضر ہو کر اپنا اعتراض پیش کرے بصورت دیگر یکطرفہ کارروائی عمل میں لائی جائے گی۔ بحکم عدالت [120,225,320,288]
article-text: کراچی: شہر کے مختلف علاقوں میں پولیس نے کارروائی کرتے ہوئے متعدد ملزمان کو گرفتار کر لیا جبکہ ان کے قبضے سے اسلحہ اور مسروقہ سامان برآمد کر لیا گیا۔ حکام کے مطابق گرفتار ملزمان کے خلاف مقدمات درج کر کے مزید تفتیش شروع کر دی گئی ہے۔ عوام سے اپیل کی گئی ہے کہ وہ مشکوک افراد کی اطلاع فوری طور پر قریبی تھانے کو دیں۔ شہری حلقوں نے کارروائی کو سراہتے ہوئے امید ظاہر کی کہ امن و امان کی صورتحال مزید بہتر ہوگی۔ [734,682,958,766]
article-text: کراچی: شہر کے مختلف علاقوں میں پولیس نے کارروائی کرتے ہوئے متعدد ملزمان کو گرفتار کر لیا جبکہ ان کے قبضے سے اسلحہ اور مسروقہ سامان برآمد کر لیا گیا۔ حکام کے مطابق گرفتار ملزمان کے خلاف مقدمات درج کر کے مزید تفتیش شروع کر دی گئی ہے۔ عوام سے اپیل کی گئی ہے کہ وہ مشکوک افراد کی اطلاع فوری طور پر قریبی تھانے کو دیں۔ شہری حلقوں نے کارروائی کو سراہتے ہوئے امید ظاہر کی کہ امن و امان کی صورتحال مزید بہتر ہوگی۔ [734,1114,958,1198]
notice-text: عدالت سینئر سول جج کراچی کے روبرو درخواست دہندہ نے مقدمہ دائر کیا ہے لہذا عام اطلاع دی جاتی ہے کہ اگر کسی کو اعتراض ہو تو مقررہ تاریخ 06/04/2026 کو صبح 8:30 بجے عدالت میں حاضر ہو کر اپنا اعتراض پیش کرے بصورت دیگر یکطرفہ کارروائی عمل میں لائی جائے گی۔ بحکم عدالت [0,993,118,1109]
story-label-24: نمبر24 شہری کی رپورٹ [325,875,477,891]
court-notice-tag: کورٹ نوٹس [3,34,115,52]
article-text: کراچی: شہر کے مختلف علاقوں میں پولیس نے کارروائی کرتے ہوئے متعدد ملزمان کو گرفتار کر لیا جبکہ ان کے قبضے سے اسلحہ اور مسروقہ سامان برآمد کر لیا گیا۔ حکام کے مطابق گرفتار ملزمان کے خلاف مقدمات درج کر کے مزید تفتیش شروع کر دی گئی ہے۔ عوام سے اپیل کی گئی ہے کہ وہ مشکوک افراد کی اطلاع فوری طور پر قریبی تھانے کو دیں۔ شہری حلقوں نے کارروائی کو سراہتے ہوئے امید ظاہر کی کہ امن و امان کی صورتحال مزید بہتر ہوگی۔ [322,1324,480,1450]
story-label-4: نمبر4 آبنائے ہرمز [737,987,955,1003]
article-text: کراچی: شہر کے مختلف علاقوں میں پولیس نے کارروائی کرتے ہوئے متعدد ملزمان کو گرفتار کر لیا جبکہ ان کے قبضے سے اسلحہ اور مسروقہ سامان برآمد کر لیا گیا۔ حکام کے مطابق گرفتار ملزمان کے خلاف مقدمات درج کر کے مزید تفتیش شروع کر دی گئی ہے۔ عوام سے اپیل کی گئی ہے کہ وہ مشکوک افراد کی اطلاع فوری طور پر قریبی تھانے کو دیں۔ شہری حلقوں نے کارروائی کو سراہتے ہوئے امید ظاہر کی کہ امن و امان کی صورتحال مزید بہتر ہوگی۔ [608,594,732,752]
article-text: کراچی: شہر کے مختلف علاقوں میں پولیس نے کارروائی کرتے ہوئے متعدد ملزمان کو گرفتار کر لیا جبکہ ان کے قبضے سے اسلحہ اور مسروقہ سامان برآمد کر لیا گیا۔ حکام کے مطابق گرفتار ملزمان کے خلاف مقدمات درج کر کے مزید تفتیش شروع کر دی گئی ہے۔ عوام سے اپیل کی گئی ہے کہ وہ مشکوک افراد کی اطلاع فوری طور پر قریبی تھانے کو دیں۔ شہری حلقوں نے کارروائی کو سراہتے ہوئے امید ظاہر کی کہ امن و امان کی صورتحال مزید بہتر ہوگی۔ [482,483,606,641]
story-label-21: نمبر21 امریکی فوج [485,1715,603,1731]
court-notice-tag: کورٹ نوٹس [3,188,115,206]
notice-text: عدالت سینئر سول جج کراچی کے روبرو درخواست دہندہ نے مقدمہ دائر کیا ہے لہذا عام اطلاع دی جاتی ہے کہ اگر کسی کو اعتراض ہو تو مقررہ تاریخ 06/04/2026 کو صبح 8:30 بجے عدالت میں حاضر ہو کر اپنا اعتراض پیش کرے بصورت دیگر یکطرفہ کارروائی عمل میں لائی جائے گی۔ بحکم عدالت [120,950,320,1013]
story-label-5: نمبر5 اصفہان 15 کروڑ [737,231,955,247]
article-text: کراچی: شہر کے مختلف علاقوں میں پولیس نے کارروائی کرتے ہوئے متعدد ملزمان کو گرفتار کر لیا جبکہ ان کے قبضے سے اسلحہ اور مسروقہ سامان برآمد کر لیا گیا۔ حکام کے مطابق گرفتار ملزمان کے خلاف مقدمات درج کر کے مزید تفتیش شروع کر دی گئی ہے۔ عوام سے اپیل کی گئی ہے کہ وہ مشکوک افراد کی اطلاع فوری طور پر قریبی تھانے کو دیں۔ شہری حلقوں نے کارروائی کو سراہتے ہوئے امید ظاہر کی کہ امن و امان کی صورتحال مزید بہتر ہوگی۔ [482,1552,606,1710]
classifieds-banner [120,31,324,99]
story-label-23: نمبر23 کراچی پولیس [325,595,477,611]
story-label-1: نمبر1 امریکی اسرائیلی حملے [737,35,955,51]
story-label-12: نمبر12 ترکی پاکستان [611,1079,729,1095]
story-label-15: نمبر15 ملائیشیا [611,1947,729,1963]
article-text: کراچی: شہر کے مختلف علاقوں میں پولیس نے کارروائی کرتے ہوئے متعدد ملزمان کو گرفتار کر لیا جبکہ ان کے قبضے سے اسلحہ اور مسروقہ سامان برآمد کر لیا گیا۔ حکام کے مطابق گرفتار ملزمان کے خلاف مقدمات درج کر کے مزید تفتیش شروع کر دی گئی ہے۔ عوام سے اپیل کی گئی ہے کہ وہ مشکوک افراد کی اطلاع فوری طور پر قریبی تھانے کو دیں۔ شہری حلقوں نے کارروائی کو سراہتے ہوئے امید ظاہر کی کہ امن و امان کی صورتحال مزید بہتر ہوگی۔ [608,1966,732,2124]
notice-text: عدالت سینئر سول جج کراچی کے روبرو درخواست دہندہ نے مقدمہ دائر کیا ہے لہذا عام اطلاع دی جاتی ہے کہ اگر کسی کو اعتراض ہو تو مقررہ تاریخ 06/04/2026 کو صبح 8:30 بجے عدالت میں حاضر ہو کر اپنا اعتراض پیش کرے بصورت دیگر یکطرفہ کارروائی عمل میں لائی جائے گی۔ بحکم عدالت [0,862,118,978]
notice-text: عدالت سینئر سول جج کراچی کے روبرو درخواست دہندہ نے مقدمہ دائر کیا ہے لہذا عام اطلاع دی جاتی ہے کہ اگر کسی کو اعتراض ہو تو مقررہ تاریخ 06/04/2026 کو صبح 8:30 بجے عدالت میں حاضر ہو کر اپنا اعتراض پیش کرے بصورت دیگر یکطرفہ کارروائی عمل میں لائی جائے گی۔ بحکم عدالت [120,292,320,355]
gavel-icon [127,105,145,117]
notice-text: عدالت سینئر سول جج کراچی کے روبرو درخواست دہندہ نے مقدمہ دائر کیا ہے لہذا عام اطلاع دی جاتی ہے کہ اگر کسی کو اعتراض ہو تو مقررہ تاریخ 06/04/2026 کو صبح 8:30 بجے عدالت میں حاضر ہو کر اپنا اعتراض پیش کرے بصورت دیگر یکطرفہ کارروائی عمل میں لائی جائے گی۔ بحکم عدالت [120,582,320,645]
story-label-13: نمبر13 سعودی عرب [611,1422,729,1438]
story-label-20: نمبر20 بجلی گیس [485,1533,603,1549]
